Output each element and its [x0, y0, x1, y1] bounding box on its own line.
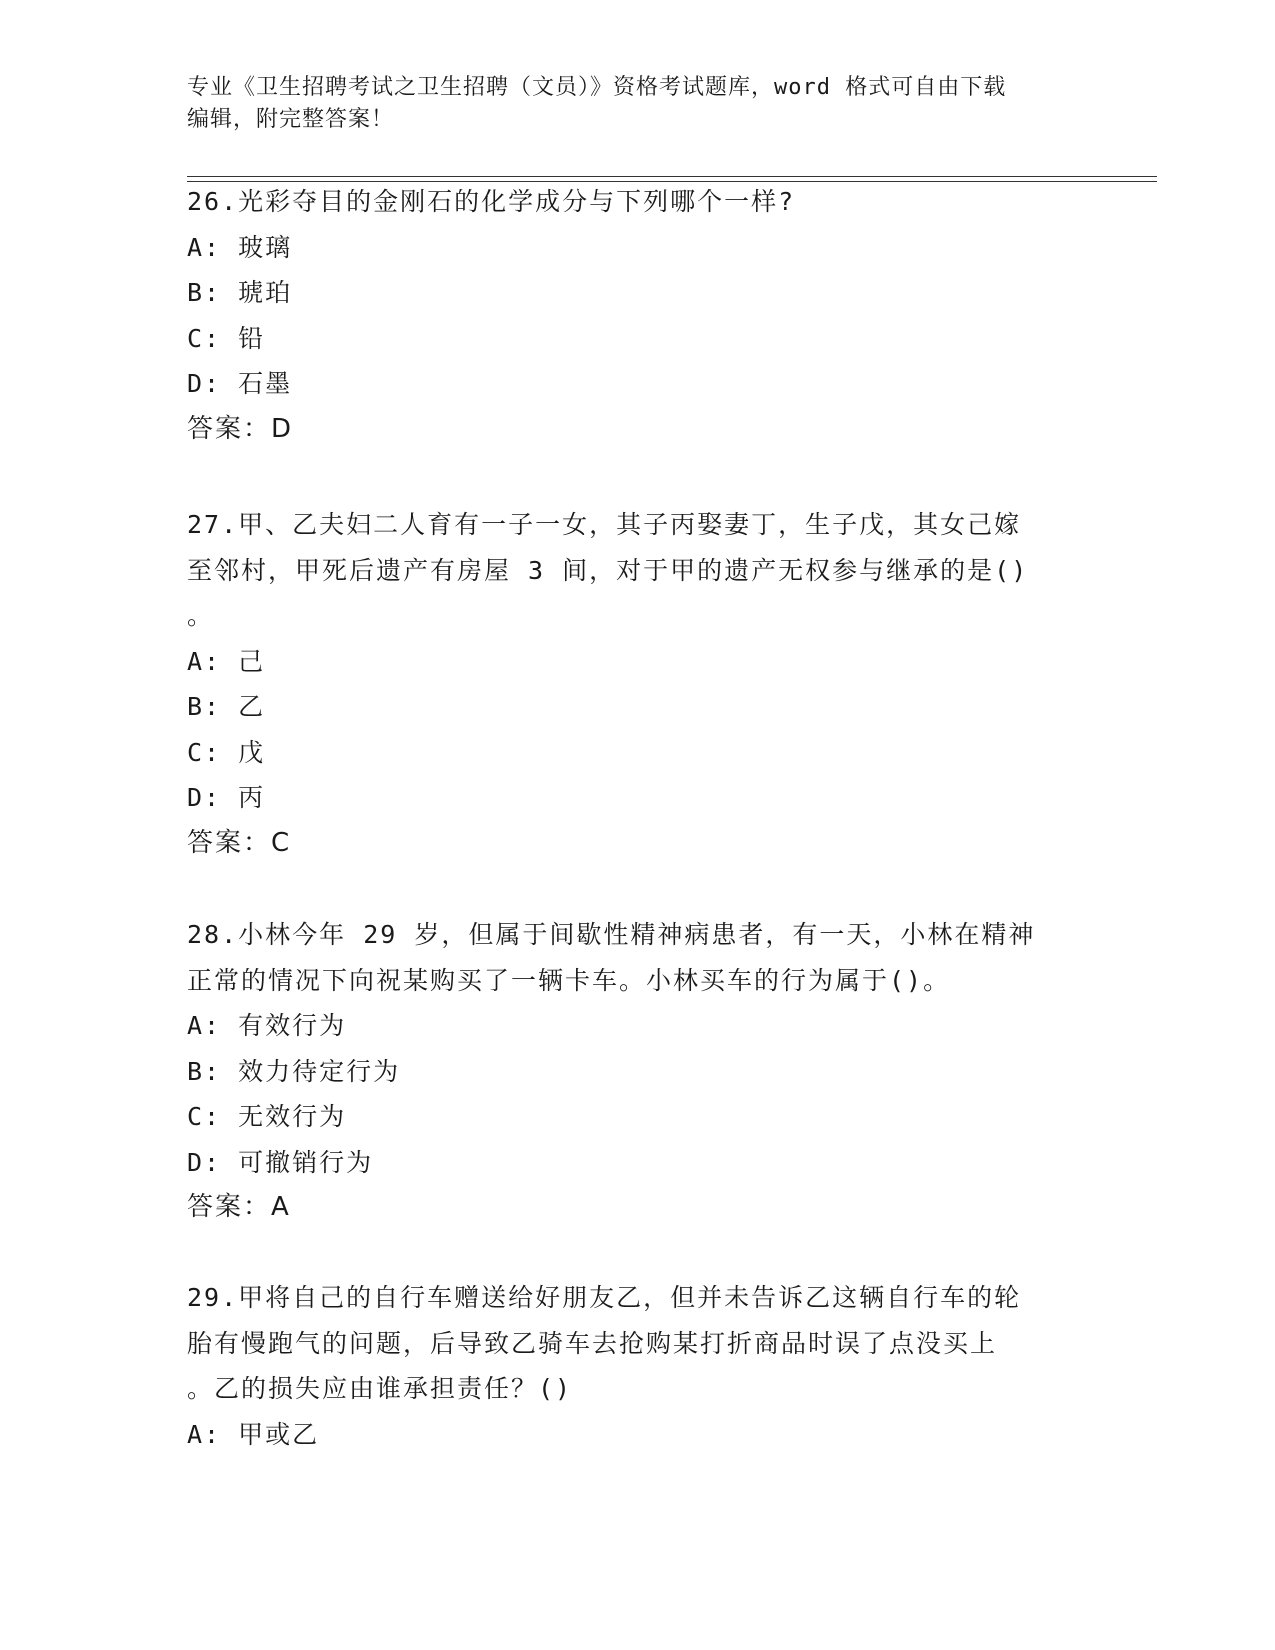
question-text-line-3: 。 [187, 601, 215, 630]
header-line-2: 编辑，附完整答案！ [187, 107, 395, 132]
question-text-line-1: 28.小林今年 29 岁，但属于间歇性精神病患者，有一天，小林在精神 [187, 920, 1036, 949]
question-27 [187, 502, 1087, 866]
option-a: A: 甲或乙 [187, 1419, 320, 1449]
question-text-line-1: 29.甲将自己的自行车赠送给好朋友乙，但并未告诉乙这辆自行车的轮 [187, 1283, 1022, 1312]
option-a: A: 己 [187, 646, 266, 676]
answer: 答案：A [187, 1192, 291, 1222]
option-d: D: 丙 [187, 783, 266, 812]
option-c: C: 戊 [187, 737, 266, 767]
option-c: C: 无效行为 [187, 1102, 347, 1131]
question-text-line-3: 。乙的损失应由谁承担责任？() [187, 1374, 573, 1403]
option-b: B: 效力待定行为 [187, 1056, 401, 1086]
question-text-line-2: 正常的情况下向祝某购买了一辆卡车。小林买车的行为属于()。 [187, 965, 951, 995]
option-a: A: 玻璃 [187, 232, 293, 262]
question-26 [187, 179, 1087, 452]
question-text-line-2: 胎有慢跑气的问题，后导致乙骑车去抢购某打折商品时误了点没买上 [187, 1328, 998, 1358]
question-text-line-1: 27.甲、乙夫妇二人育有一子一女，其子丙娶妻丁，生子戊，其女己嫁 [187, 510, 1022, 539]
option-b: B: 乙 [187, 692, 266, 721]
option-d: D: 石墨 [187, 369, 293, 398]
header-line-1: 专业《卫生招聘考试之卫生招聘（文员）》资格考试题库，word 格式可自由下载 [187, 75, 1007, 100]
option-a: A: 有效行为 [187, 1011, 347, 1040]
option-c: C: 铅 [187, 323, 266, 353]
question-29 [187, 1275, 1087, 1457]
option-b: B: 琥珀 [187, 278, 293, 307]
question-text: 26.光彩夺目的金刚石的化学成分与下列哪个一样? [187, 187, 796, 216]
answer: 答案：D [187, 413, 294, 444]
answer: 答案：C [187, 827, 292, 858]
option-d: D: 可撤销行为 [187, 1147, 374, 1177]
header-divider-top [187, 176, 1157, 177]
question-28 [187, 912, 1087, 1231]
question-text-line-2: 至邻村，甲死后遗产有房屋 3 间，对于甲的遗产无权参与继承的是() [187, 555, 1029, 585]
document-header [187, 72, 1087, 136]
